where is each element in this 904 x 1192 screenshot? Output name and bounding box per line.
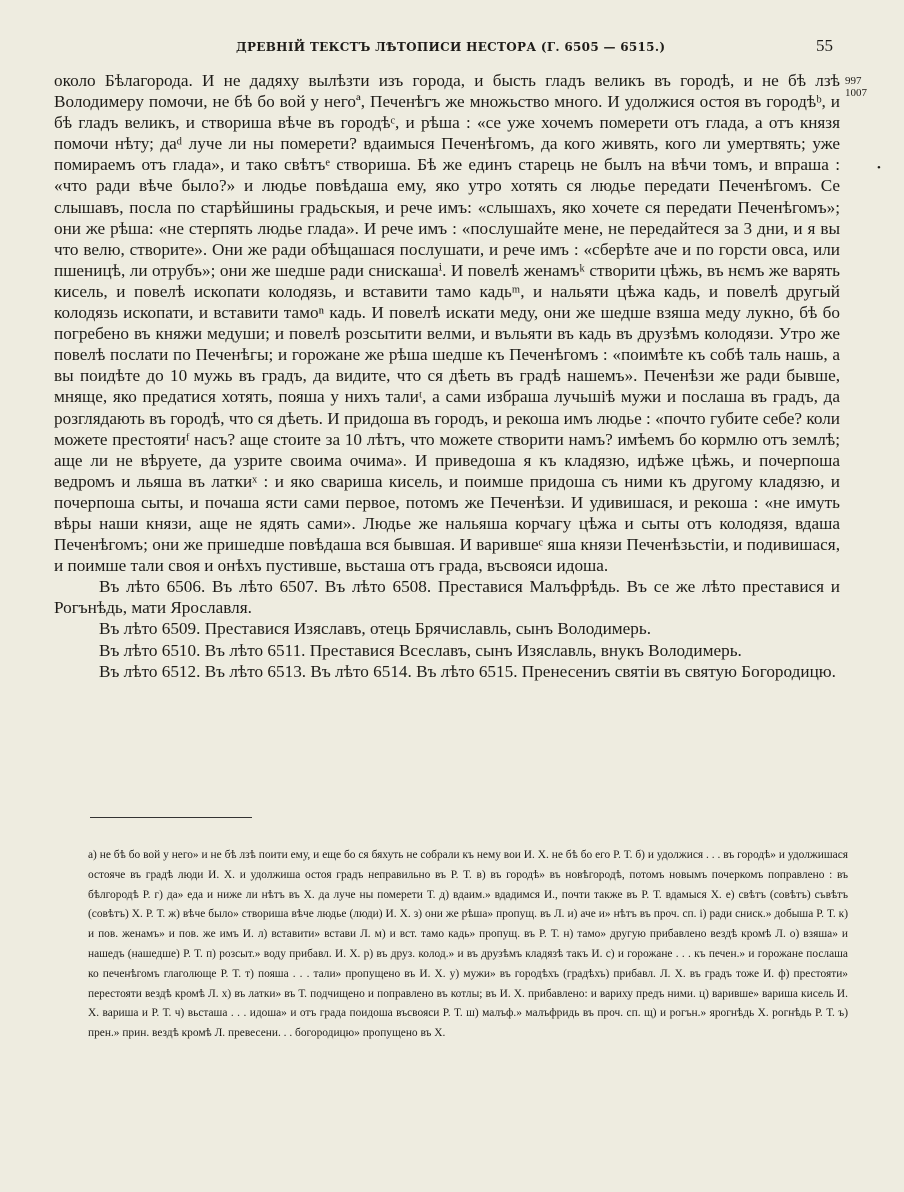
- margin-year-a: 997: [845, 75, 862, 87]
- year-entry-6512-6515: Въ лѣто 6512. Въ лѣто 6513. Въ лѣто 6514. Въ лѣто 6515. Пренесениъ святiи въ святую Богородицю.: [99, 661, 836, 681]
- footnote-text: а) не бѣ бо вой у него» и не бѣ лзѣ поити ему, и еще бо ся бяхуть не собрали къ нему вои И. Х. не бѣ бо его Р. Т. б) и удолжися . . . въ городѣ» и удолжишася остояче въ градѣ люди И. Х. и удолжиша остоя градъ неправильно въ Р. Т. в) въ городѣ» въ новѣгородѣ, потомъ новымъ почеркомъ поправлено : въ бѣлгородѣ Р. г) да» еда и ниже ли нѣтъ въ Х. да луче ны померети Т. д) вдаим.» вдадимся И., почти также въ Р. Т. вдамыся Х. е) свѣтъ (совѣтъ) съвѣтъ (совѣтъ) Х. Р. Т. ж) вѣче было» створиша вѣче людье (люди) И. Х. з) они же рѣша» пропущ. въ Л. и) аче и» нѣтъ въ проч. сп. і) ради сниск.» добыша Р. Т. к) и пов. женамъ» и пов. же имъ И. л) вставити» встави Л. м) и вст. тамо кадь» пропущ. въ Р. Т. н) тамо» другую прибавлено вездѣ кромѣ Л. о) взяша» и нашедъ (нашедше) Р. Т. п) розсыт.» воду прибавл. И. Х. р) въ друз. колод.» и въ друзѣмъ кладязѣ такъ И. с) и горожане . . . къ печен.» и горожане послаша ко печенѣгомъ глаголюще Р. Т. т) пояша . . . тали» пропущено въ И. Х. у) мужи» въ городѣхъ (градѣхъ) прибавл. Л. Х. въ градъ тоже И. ф) престояти» перестояти вездѣ кромѣ Л. х) въ латки» въ Т. подчищено и поправлено въ котлы; въ И. Х. прибавлено: и вариху предъ ними. ц) варивше» вариша кисель И. Х. вариша и Р. Т. ч) вьсташа . . . идоша» и отъ града поидоша въсвояси Р. Т. ш) малъф.» малъфридь въ проч. сп. щ) и рогън.» ярогнѣдь Х. рогнѣдь Р. Т. ъ) прен.» прин. вездѣ кромѣ Л. превесени. . . богородицю» пропущено въ Х.: [88, 849, 848, 1040]
- chronicle-text: [54, 70, 840, 682]
- page-number: 55: [816, 36, 833, 55]
- page-header: [0, 36, 904, 60]
- margin-years: [845, 75, 867, 99]
- year-entry-6510-6511: Въ лѣто 6510. Въ лѣто 6511. Преставися Всеславъ, сынъ Изяславль, внукъ Володимерь.: [99, 640, 742, 660]
- margin-year-b: 1007: [845, 87, 867, 99]
- year-entry-6509: Въ лѣто 6509. Преставися Изяславъ, отець Брячиславль, сынъ Володимерь.: [99, 619, 652, 639]
- main-paragraph: около Бѣлагорода. И не дадяху вылѣзти изъ города, и бысть гладъ великъ въ городѣ, и не бѣ лзѣ Володимеру помочи, не бѣ бо вой у негоª, Печенѣгъ же множьство много. И удолжися остоя въ городѣᵇ, и бѣ гладъ великъ, и створиша вѣче въ городѣᶜ, и рѣша : «се уже хочемъ померети отъ глада, а отъ князя помочи нѣту; даᵈ луче ли ны померети? вдаимыся Печенѣгомъ, да кого живять, кого ли умертвять; уже помираемъ отъ глада», и тако свѣтъᵉ створиша. Бѣ же единъ старець не былъ на вѣчи томъ, и впраша : «что ради вѣче было?» и людье повѣдаша ему, яко утро хотять ся людье передати Печенѣгомъ. Се слышавъ, посла по старѣйшины градьскыя, и рече имъ: «слышахъ, яко хочете ся передати Печенѣгомъ»; они же рѣша: «не стерпять людье глада». И рече имъ : «послушайте мене, не передайтеся за 3 дни, и я вы что велю, створите». Они же ради обѣщашася послушати, и рече имъ : «сберѣте аче и по горсти овса, или пшеницѣ, ли отрубъ»; они же шедше ради снискашаⁱ. И повелѣ женамъᵏ створити цѣжь, въ нємъ же варять кисель, и повелѣ ископати колодязь, и вставити тамо кадьᵐ, и нальяти цѣжа кадь, и повелѣ другый колодязь ископати, и вставити тамоⁿ кадь. И повелѣ искати меду, они же шедше взяша меду лукно, бѣ бо погребено въ княжи медуши; и повелѣ розсытити велми, и въльяти въ кадь въ друзѣмъ колодязи. Утро же повелѣ послати по Печенѣгы; и горожане же рѣша шедше къ Печенѣгомъ : «поимѣте къ собѣ таль нашь, а вы поидѣте до 10 мужь въ градъ, да видите, что ся дѣеть въ градѣ нашемъ». Печенѣзи же ради бывше, мняще, яко предатися хотять, пояша у нихъ талиᵗ, а сами избраша лучьшiѣ мужи и послаша въ градъ, да розглядають въ городѣ, что ся дѣеть. И придоша въ городъ, и рекоша имъ людье : «почто губите себе? коли можете престоятиᶠ насъ? аще стоите за 10 лѣтъ, что можете створити намъ? имѣемъ бо кормлю отъ землѣ; аще ли не вѣруете, да узрите своима очима». И приведоша я къ кладязю, идѣже цѣжь, и почерпоша ведромъ и льяша въ латкиˣ : и яко свариша кисель, и поимше придоша съ ними къ другому кладязю, и почерпоша сыты, и почаша ясти сами первое, потомъ же Печенѣзи. И удивишася, и рекоша : «не имуть вѣры наши князи, аще не ядять сами». Людье же нальяша корчагу цѣжа и сыты отъ колодязя, вдаша Печенѣгомъ; они же пришедше повѣдаша вся бывшая. И варившеᶜ яша князи Печенѣзьстiи, и подивишася, и поимше тали своя и онѣхъ пустивше, вьсташа отъ града, въсвояси идоша.: [54, 71, 840, 576]
- running-title: ДРЕВНІЙ ТЕКСТЪ ЛѢТОПИСИ НЕСТОРА (Г. 6505 — 6515.): [236, 40, 666, 54]
- year-entry-6506-6508: Въ лѣто 6506. Въ лѣто 6507. Въ лѣто 6508. Преставися Малъфрѣдь. Въ се же лѣто преставися и Рогънѣдь, мати Ярославля.: [54, 577, 840, 618]
- footnotes: [88, 846, 848, 1044]
- footnote-divider: [90, 817, 252, 818]
- margin-star: •: [877, 162, 881, 174]
